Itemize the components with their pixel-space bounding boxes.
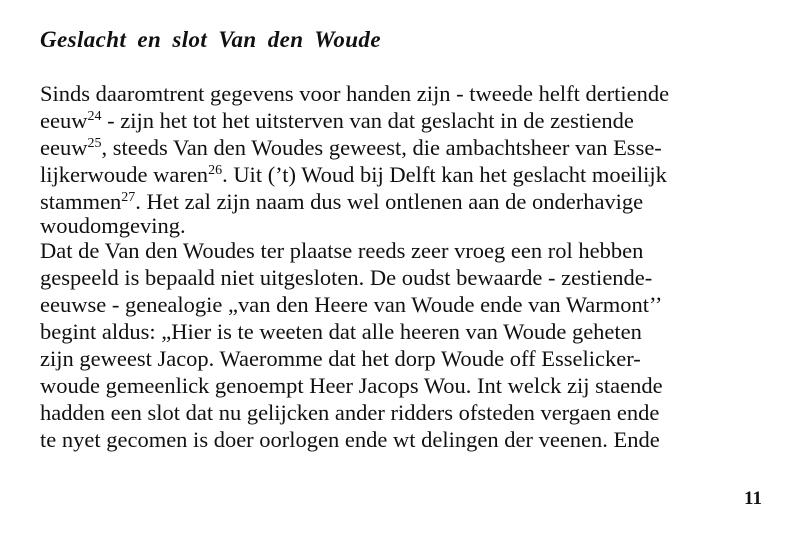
text-line [40, 237, 770, 264]
line-text: eeuw [40, 135, 88, 160]
text-line [40, 291, 770, 318]
text-line [40, 215, 770, 237]
line-text: Sinds daaromtrent gegevens voor handen zijn - tweede helft dertiende [40, 81, 670, 106]
line-text: gespeeld is bepaald niet uitgesloten. De oudst bewaarde - zestiende- [40, 265, 653, 290]
text-line [40, 372, 770, 399]
text-line [40, 399, 770, 426]
footnote-ref: 26 [208, 163, 223, 178]
line-text: stammen [40, 189, 122, 214]
body-text [40, 80, 770, 453]
line-text: Dat de Van den Woudes ter plaatse reeds zeer vroeg een rol hebben [40, 238, 644, 263]
line-text: . Het zal zijn naam dus wel ontlenen aan de onderhavige [135, 189, 644, 214]
text-line [40, 107, 770, 134]
line-text: woudomgeving. [40, 213, 186, 238]
line-text: zijn geweest Jacop. Waeromme dat het dorp Woude off Esselicker- [40, 346, 641, 371]
line-text: hadden een slot dat nu gelijcken ander ridders ofsteden vergaen ende [40, 400, 660, 425]
section-heading: Geslacht en slot Van den Woude [40, 27, 381, 52]
line-text: , steeds Van den Woudes geweest, die ambachtsheer van Esse- [101, 135, 662, 160]
text-line [40, 80, 770, 107]
text-line [40, 426, 770, 453]
line-text: lijkerwoude waren [40, 162, 209, 187]
footnote-ref: 25 [87, 136, 102, 151]
text-line [40, 345, 770, 372]
text-line [40, 161, 770, 188]
line-text: . Uit (’t) Woud bij Delft kan het geslacht moeilijk [222, 162, 667, 187]
line-text: woude gemeenlick genoempt Heer Jacops Wou. Int welck zij staende [40, 373, 663, 398]
text-line [40, 264, 770, 291]
line-text: eeuwse - genealogie „van den Heere van Woude ende van Warmont’’ [40, 292, 663, 317]
footnote-ref: 27 [121, 190, 136, 205]
line-text: - zijn het tot het uitsterven van dat geslacht in de zestiende [101, 108, 634, 133]
page-number: 11 [744, 488, 762, 509]
footnote-ref: 24 [87, 109, 102, 124]
line-text: eeuw [40, 108, 88, 133]
text-line [40, 188, 770, 215]
text-line [40, 134, 770, 161]
line-text: begint aldus: „Hier is te weeten dat alle heeren van Woude geheten [40, 319, 642, 344]
line-text: te nyet gecomen is doer oorlogen ende wt delingen der veenen. Ende [40, 427, 660, 452]
text-line [40, 318, 770, 345]
